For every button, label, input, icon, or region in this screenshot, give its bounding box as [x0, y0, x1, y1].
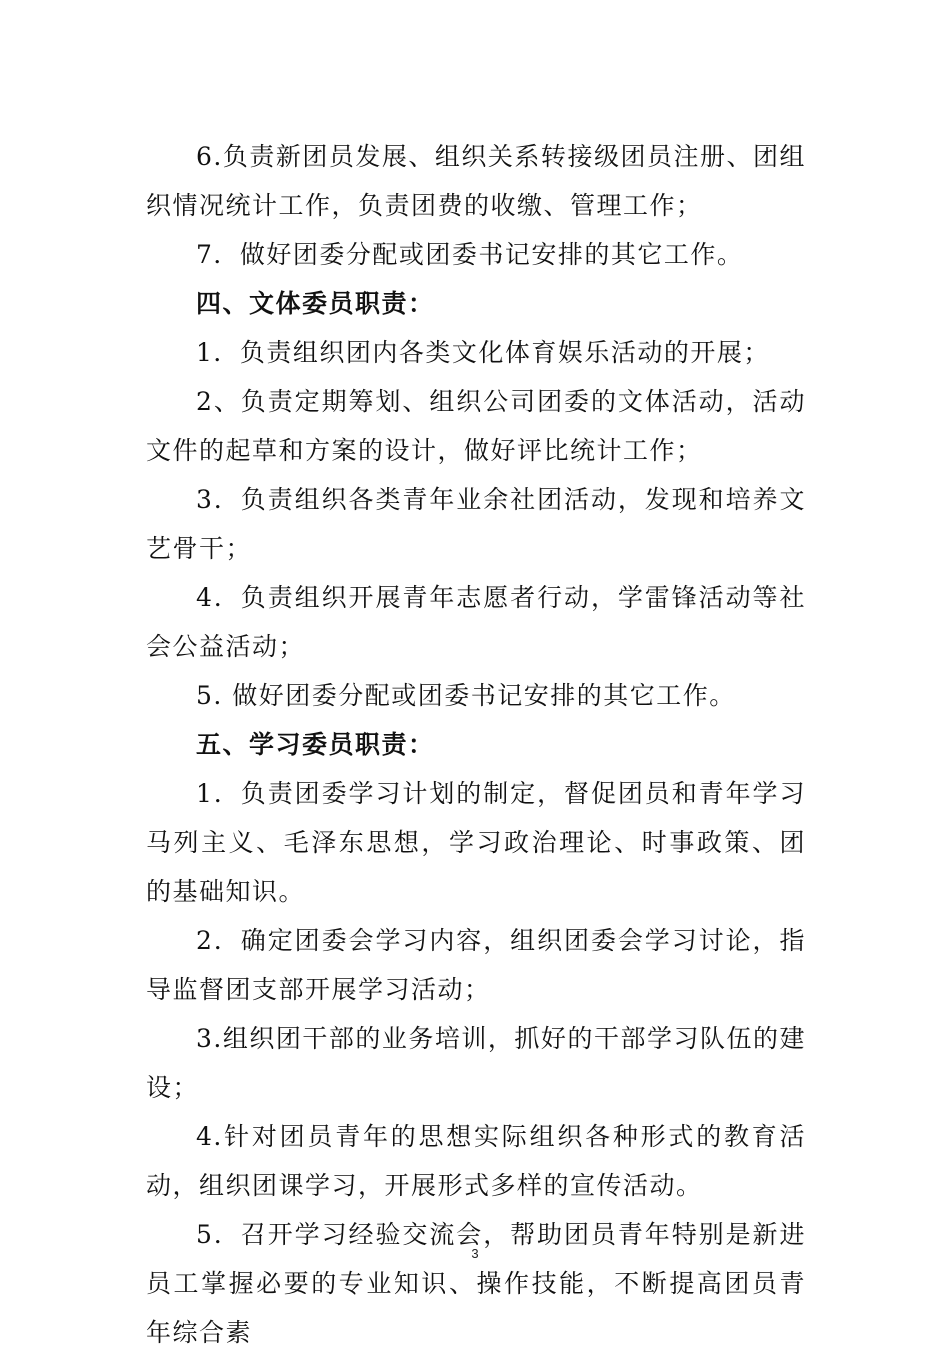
document-body [146, 132, 806, 1357]
paragraph-sports-duty-3: 3．负责组织各类青年业余社团活动，发现和培养文艺骨干； [146, 485, 806, 563]
paragraph-sports-duty-2: 2、负责定期筹划、组织公司团委的文体活动，活动文件的起草和方案的设计，做好评比统计工作； [146, 387, 806, 465]
paragraph-study-duty-3: 3.组织团干部的业务培训，抓好的干部学习队伍的建设； [146, 1024, 806, 1102]
paragraph-sports-duty-5: 5. 做好团委分配或团委书记安排的其它工作。 [196, 681, 736, 710]
paragraph-duty-7: 7．做好团委分配或团委书记安排的其它工作。 [196, 240, 744, 269]
section-heading-study-committee: 五、学习委员职责： [196, 730, 435, 759]
paragraph-sports-duty-4: 4．负责组织开展青年志愿者行动，学雷锋活动等社会公益活动； [146, 583, 806, 661]
section-heading-sports-committee: 四、文体委员职责： [196, 289, 435, 318]
paragraph-study-duty-1: 1．负责团委学习计划的制定，督促团员和青年学习马列主义、毛泽东思想，学习政治理论、时事政策、团的基础知识。 [146, 779, 806, 906]
page-number: 3 [471, 1246, 479, 1261]
paragraph-study-duty-2: 2．确定团委会学习内容，组织团委会学习讨论，指导监督团支部开展学习活动； [146, 926, 806, 1004]
paragraph-sports-duty-1: 1．负责组织团内各类文化体育娱乐活动的开展； [196, 338, 770, 367]
paragraph-duty-6: 6.负责新团员发展、组织关系转接级团员注册、团组织情况统计工作，负责团费的收缴、管理工作； [146, 142, 806, 220]
paragraph-study-duty-5: 5．召开学习经验交流会，帮助团员青年特别是新进员工掌握必要的专业知识、操作技能，不断提高团员青年综合素 [146, 1220, 806, 1347]
paragraph-study-duty-4: 4.针对团员青年的思想实际组织各种形式的教育活动，组织团课学习，开展形式多样的宣传活动。 [146, 1122, 806, 1200]
